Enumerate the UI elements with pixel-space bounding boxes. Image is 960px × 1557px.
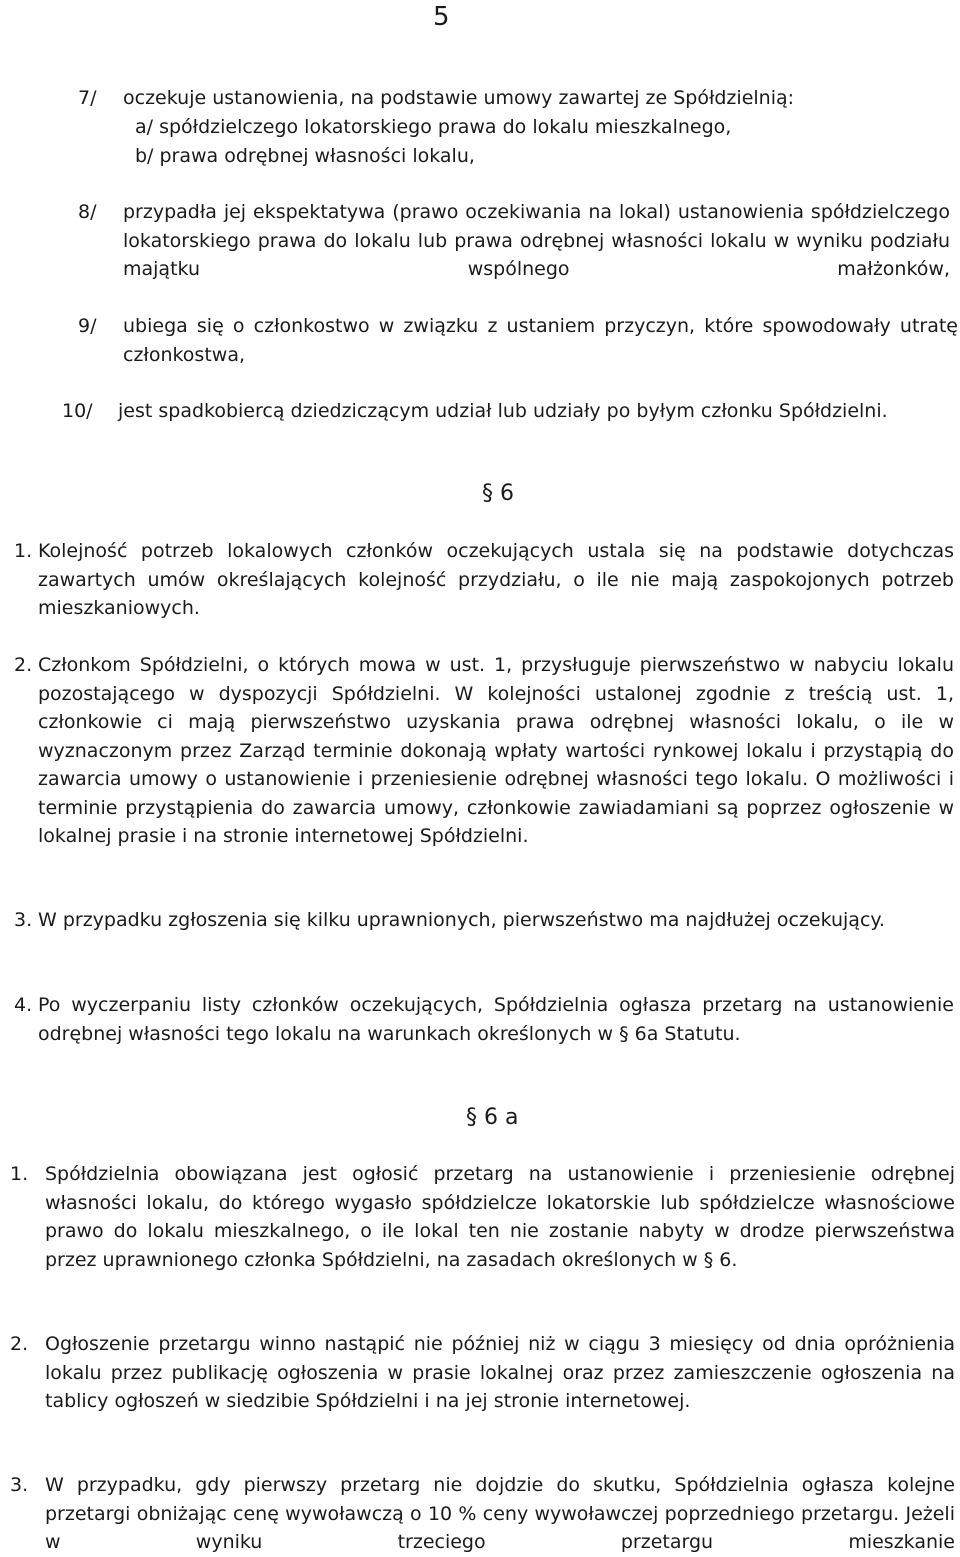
item-number: 2. (10, 1333, 29, 1355)
item-text: Ogłoszenie przetargu winno nastąpić nie później niż w ciągu 3 miesięcy od dnia opróżnienia lokalu przez publikację ogłoszenia w prasie lokalnej oraz przez zamieszczenie ogłoszenia na tablicy ogłoszeń w siedzibie Spółdzielni i na jej stronie internetowej. (45, 1333, 955, 1412)
item-number: 1. (14, 540, 33, 562)
item-number: 3. (14, 909, 33, 931)
list-subitem-text: a/ spółdzielczego lokatorskiego prawa do lokalu mieszkalnego, (135, 116, 732, 138)
list-subitem-b (135, 142, 935, 171)
list-subitem-a (135, 113, 935, 142)
item-text: Kolejność potrzeb lokalowych członków oczekujących ustala się na podstawie dotychczas zawartych umów określających kolejność przydziału, o ile nie mają zaspokojonych potrzeb mieszkaniowych. (38, 540, 954, 619)
item-text: Spółdzielnia obowiązana jest ogłosić przetarg na ustanowienie i przeniesienie odrębnej własności lokalu, do którego wygasło spółdzielcze lokatorskie lub spółdzielcze własnościowe prawo do lokalu mieszkalnego, o ile lokal ten nie zostanie nabyty w drodze pierwszeństwa przez uprawnionego członka Spółdzielni, na zasadach określonych w § 6. (45, 1163, 955, 1271)
item-text: W przypadku zgłoszenia się kilku uprawnionych, pierwszeństwo ma najdłużej oczekujący. (38, 909, 885, 931)
list-item-text: przypadła jej ekspektatywa (prawo oczekiwania na lokal) ustanowienia spółdzielczego lokatorskiego prawa do lokalu lub prawa odrębnej własności lokalu w wyniku podziału majątku wspólnego małżonków, (123, 201, 950, 280)
page-number (0, 0, 960, 40)
list-item-text: jest spadkobiercą dziedziczącym udział lub udziały po byłym członku Spółdzielni. (118, 400, 888, 422)
item-number: 4. (14, 994, 33, 1016)
list-item-number: 10/ (62, 400, 93, 422)
list-subitem-text: b/ prawa odrębnej własności lokalu, (135, 145, 475, 167)
section-heading-6a: § 6 a (466, 1105, 519, 1130)
list-item-number: 7/ (78, 87, 97, 109)
item-number: 2. (14, 654, 33, 676)
item-text: Po wyczerpaniu listy członków oczekujących, Spółdzielnia ogłasza przetarg na ustanowienie odrębnej własności tego lokalu na warunkach określonych w § 6a Statutu. (38, 994, 954, 1045)
list-item-number: 9/ (78, 315, 97, 337)
item-text: W przypadku, gdy pierwszy przetarg nie dojdzie do skutku, Spółdzielnia ogłasza kolejne przetargi obniżając cenę wywoławczą o 10 % ceny wywoławczej poprzedniego przetargu. Jeżeli w wyniku trzeciego przetargu mieszkanie (45, 1474, 955, 1553)
item-number: 3. (10, 1474, 29, 1496)
item-text: Członkom Spółdzielni, o których mowa w ust. 1, przysługuje pierwszeństwo w nabyciu lokalu pozostającego w dyspozycji Spółdzielni. W kolejności ustalonej zgodnie z treścią ust. 1, członkowie ci mają pierwszeństwo uzyskania prawa odrębnej własności lokalu, o ile w wyznaczonym przez Zarząd terminie dokonają wpłaty wartości rynkowej lokalu i przystąpią do zawarcia umowy o ustanowienie i przeniesienie odrębnej własności tego lokalu. O możliwości i terminie przystąpienia do zawarcia umowy, członkowie zawiadamiani są poprzez ogłoszenie w lokalnej prasie i na stronie internetowej Spółdzielni. (38, 654, 954, 847)
item-number: 1. (10, 1163, 29, 1185)
section-heading-6: § 6 (482, 481, 514, 506)
list-item-number: 8/ (78, 201, 97, 223)
list-item-text: oczekuje ustanowienia, na podstawie umowy zawartej ze Spółdzielnią: (123, 87, 795, 109)
list-item-text: ubiega się o członkostwo w związku z ustaniem przyczyn, które spowodowały utratę członkostwa, (123, 315, 958, 366)
page-number-text: 5 (433, 2, 450, 32)
